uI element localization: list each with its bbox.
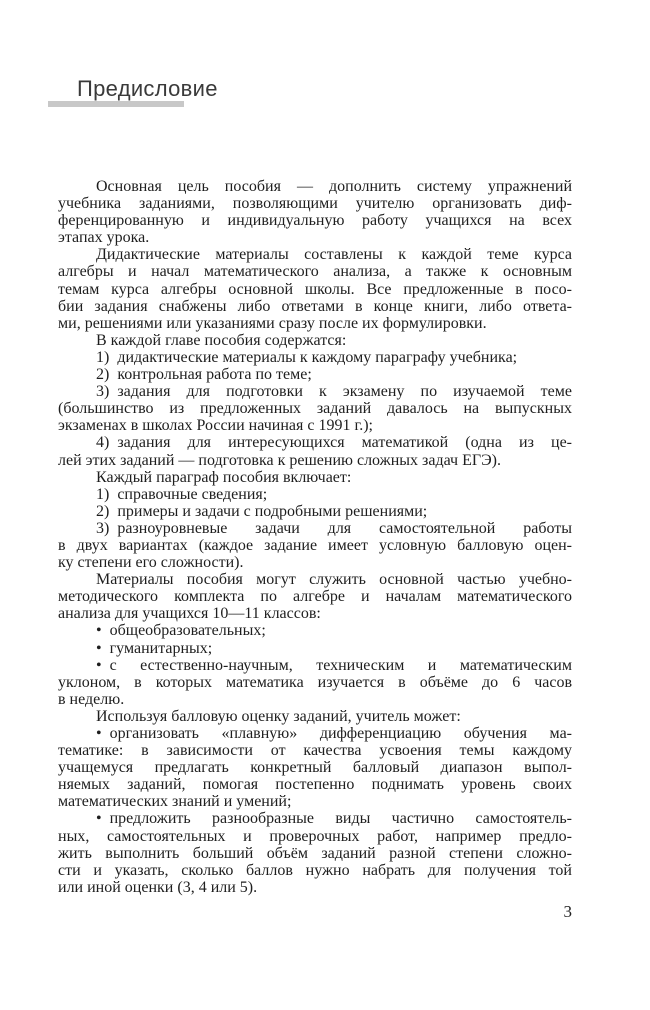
text-line: темам курса алгебры основной школы. Все предложенные в посо- (58, 280, 572, 298)
text-line: 3) разноуровневые задачи для самостоятельной работы (96, 519, 572, 537)
text-line: В каждой главе пособия содержатся: (96, 331, 347, 349)
page-title: Предисловие (77, 76, 218, 101)
text-line: 1) справочные сведения; (96, 485, 268, 503)
text-line: алгебры и начал математического анализа, а также к основным (58, 263, 572, 281)
text-line: 2) контрольная работа по теме; (96, 366, 312, 384)
text-line: 1) дидактические материалы к каждому параграфу учебника; (96, 348, 518, 366)
text-line: тематике: в зависимости от качества усвоения темы каждому (58, 742, 572, 760)
title-underline-bar (48, 101, 184, 107)
text-line: Используя балловую оценку заданий, учитель может: (96, 707, 461, 725)
text-line: уклоном, в которых математика изучается в объёме до 6 часов (58, 673, 572, 691)
text-line: • предложить разнообразные виды частично самостоятель- (96, 810, 572, 828)
text-line: методического комплекта по алгебре и началам математического (58, 588, 572, 606)
text-line: няемых заданий, помогая постепенно поднимать уровень своих (58, 776, 572, 794)
text-line: экзаменах в школах России начиная с 1991 г.); (58, 417, 373, 435)
page-number: 3 (563, 902, 572, 921)
text-line: • организовать «плавную» дифференциацию обучения ма- (96, 725, 572, 742)
text-line: 2) примеры и задачи с подробными решениями; (96, 502, 428, 520)
text-line: ных, самостоятельных и проверочных работ, например предло- (58, 827, 572, 845)
text-line: • с естественно-научным, техническим и математическим (96, 656, 572, 674)
text-line: • гуманитарных; (96, 639, 213, 657)
text-line: учащемуся предлагать конкретный балловый диапазон выпол- (58, 759, 572, 777)
text-line: этапах урока. (58, 229, 150, 247)
text-line: 4) задания для интересующихся математикой (одна из це- (96, 434, 572, 452)
text-line: жить выполнить больший объём заданий разной степени сложно- (58, 844, 572, 862)
text-line: или иной оценки (3, 4 или 5). (58, 878, 258, 896)
text-line: учебника заданиями, позволяющими учителю организовать диф- (58, 195, 572, 213)
text-line: • общеобразовательных; (96, 622, 266, 640)
text-line: Основная цель пособия — дополнить систему упражнений (96, 178, 572, 195)
text-line: в неделю. (58, 690, 125, 708)
page-body (58, 178, 572, 896)
text-line: (большинство из предложенных заданий давалось на выпускных (58, 400, 572, 418)
text-line: анализа для учащихся 10—11 классов: (58, 605, 321, 623)
text-line: 3) задания для подготовки к экзамену по изучаемой теме (96, 383, 572, 401)
text-line: ми, решениями или указаниями сразу после их формулировки. (58, 314, 487, 332)
text-line: сти и указать, сколько баллов нужно набрать для получения той (58, 861, 572, 879)
text-line: математических знаний и умений; (58, 793, 292, 811)
text-line: Дидактические материалы составлены к каждой теме курса (96, 246, 572, 264)
text-line: ференцированную и индивидуальную работу учащихся на всех (58, 212, 572, 230)
text-line: Каждый параграф пособия включает: (96, 468, 352, 486)
text-line: в двух вариантах (каждое задание имеет условную балловую оцен- (58, 536, 572, 554)
text-line: ку степени его сложности). (58, 554, 244, 572)
text-line: бии задания снабжены либо ответами в конце книги, либо ответа- (58, 297, 572, 315)
text-line: лей этих заданий — подготовка к решению сложных задач ЕГЭ). (58, 451, 501, 469)
text-line: Материалы пособия могут служить основной частью учебно- (96, 571, 572, 589)
